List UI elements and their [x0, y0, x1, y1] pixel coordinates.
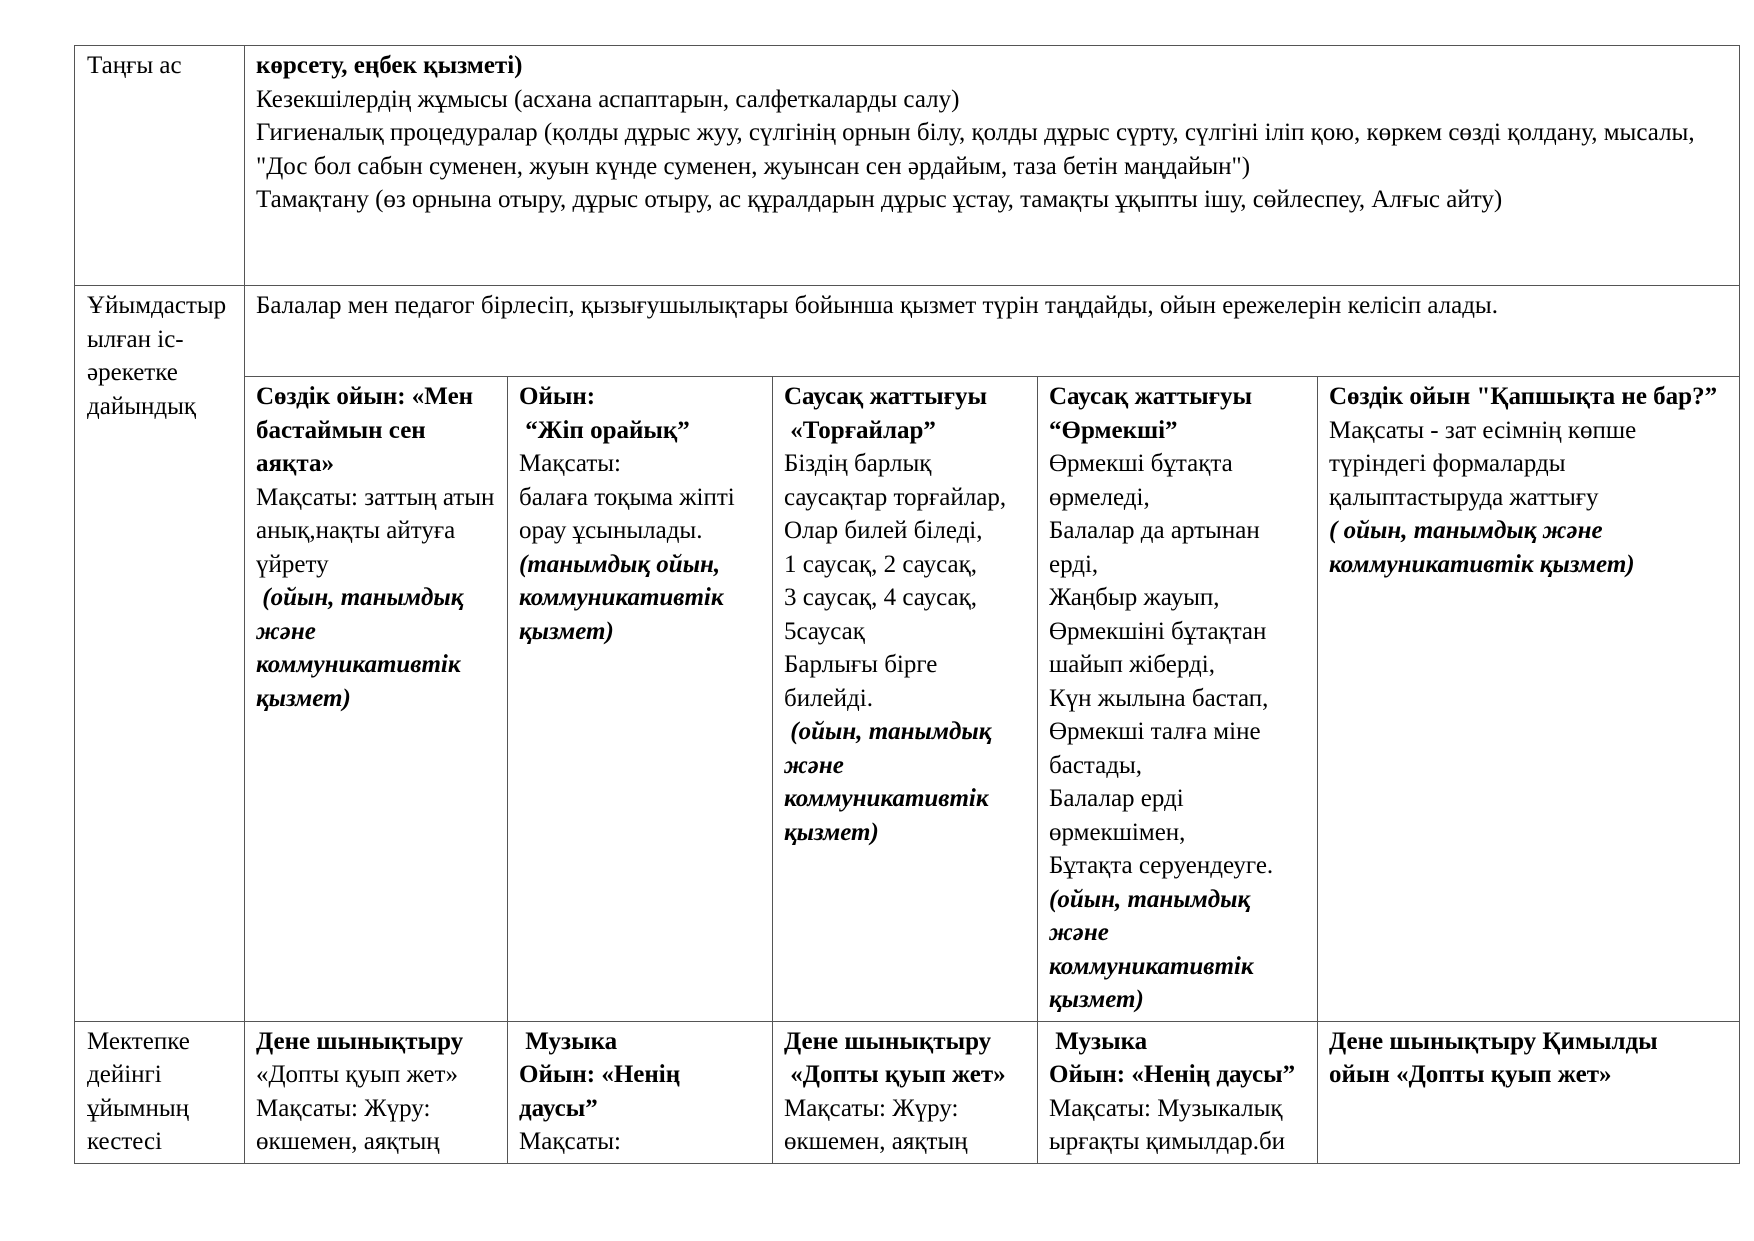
- game-cell-4: [1038, 377, 1318, 1022]
- preparation-intro: Балалар мен педагог бірлесіп, қызығушылықтары бойынша қызмет түрін таңдайды, ойын ережелерін келісіп алады.: [245, 286, 1740, 377]
- schedule-cell-5: [1318, 1021, 1740, 1163]
- breakfast-heading: көрсету, еңбек қызметі): [256, 52, 523, 79]
- schedule-title: Музыка Ойын: «Ненің даусы”: [519, 1027, 681, 1122]
- schedule-cell-2: [508, 1021, 773, 1163]
- game-title: Саусақ жаттығуы “Өрмекші”: [1049, 383, 1253, 444]
- schedule-body: Мақсаты: Музыкалық ырғақты қимылдар.би: [1049, 1094, 1289, 1155]
- breakfast-line-1: Кезекшілердің жұмысы (асхана аспаптарын, салфеткаларды салу): [256, 85, 960, 113]
- plan-table: [74, 45, 1740, 1164]
- schedule-title: Дене шынықтыру Қимылды ойын «Допты қуып жет»: [1329, 1027, 1671, 1088]
- game-note: (ойын, танымдық және коммуникативтік қызмет): [256, 584, 470, 712]
- breakfast-content: [245, 46, 1740, 286]
- game-title: Сөздік ойын "Қапшықта не бар?”: [1329, 383, 1718, 410]
- game-body: Өрмекші бұтақта өрмеледі, Балалар да артынан ерді, Жаңбыр жауып, Өрмекшіні бұтақтан шайып жіберді, Күн жылына бастап, Өрмекші талға міне бастады, Балалар ерді өрмекшімен, Бұтақта серуендеуге.: [1049, 450, 1274, 879]
- game-cell-5: [1318, 377, 1740, 1022]
- row-preparation-games: [75, 377, 1740, 1022]
- game-title: Сөздік ойын: «Мен бастаймын сен аяқта»: [256, 383, 480, 477]
- row-preparation-intro: [75, 286, 1740, 377]
- game-note: (танымдық ойын, коммуникативтік қызмет): [519, 550, 730, 645]
- schedule-title: Музыка Ойын: «Ненің даусы”: [1049, 1027, 1296, 1088]
- row-label-breakfast: Таңғы ас: [75, 46, 245, 286]
- row-schedule: [75, 1021, 1740, 1163]
- schedule-body: Мақсаты:: [519, 1128, 621, 1155]
- page: [74, 45, 1739, 1164]
- game-body: Мақсаты: заттың атын анық,нақты айтуға үйрету: [256, 483, 501, 578]
- game-title: Саусақ жаттығуы «Торғайлар”: [784, 383, 988, 444]
- breakfast-line-2: Гигиеналық процедуралар (қолды дұрыс жуу, сүлгінің орнын білу, қолды дұрыс сүрту, сүлгіні іліп қою, көркем сөзді қолдану, мысалы, "Дос бол сабын суменен, жуын күнде суменен, жуынсан сен әрдайым, таза бетін маңдайын"): [256, 119, 1695, 180]
- schedule-cell-4: [1038, 1021, 1318, 1163]
- schedule-title: Дене шынықтыру «Допты қуып жет»: [784, 1027, 1006, 1088]
- breakfast-line-3: Тамақтану (өз орнына отыру, дұрыс отыру, ас құралдарын дұрыс ұстау, тамақты ұқыпты ішу, сөйлеспеу, Алғыс айту): [256, 186, 1503, 213]
- schedule-cell-3: [773, 1021, 1038, 1163]
- game-note: (ойын, танымдық және коммуникативтік қызмет): [784, 718, 998, 846]
- schedule-cell-1: [245, 1021, 508, 1163]
- game-title: Ойын: “Жіп орайық”: [519, 383, 690, 444]
- schedule-title: Дене шынықтыру: [256, 1027, 464, 1055]
- schedule-body: «Допты қуып жет» Мақсаты: Жүру: өкшемен, аяқтың: [256, 1061, 458, 1155]
- game-body: Мақсаты: балаға тоқыма жіпті орау ұсынылады.: [519, 450, 735, 544]
- game-cell-1: [245, 377, 508, 1022]
- game-body: Біздің барлық саусақтар торғайлар, Олар билей біледі, 1 саусақ, 2 саусақ, 3 саусақ, 4 саусақ, 5саусақ Барлығы бірге билейді.: [784, 450, 1007, 712]
- game-cell-2: [508, 377, 773, 1022]
- row-breakfast: [75, 46, 1740, 286]
- schedule-body: Мақсаты: Жүру: өкшемен, аяқтың: [784, 1094, 968, 1155]
- game-note: (ойын, танымдық және коммуникативтік қызмет): [1049, 885, 1260, 1013]
- game-note: ( ойын, танымдық және коммуникативтік қызмет): [1329, 517, 1635, 578]
- game-cell-3: [773, 377, 1038, 1022]
- game-body: Мақсаты - зат есімнің көпше түріндегі формаларды қалыптастыруда жаттығу: [1329, 416, 1643, 511]
- row-label-schedule: Мектепке дейінгі ұйымның кестесі: [75, 1021, 245, 1163]
- row-label-preparation: Ұйымдастыр ылған іс-әрекетке дайындық: [75, 286, 245, 1022]
